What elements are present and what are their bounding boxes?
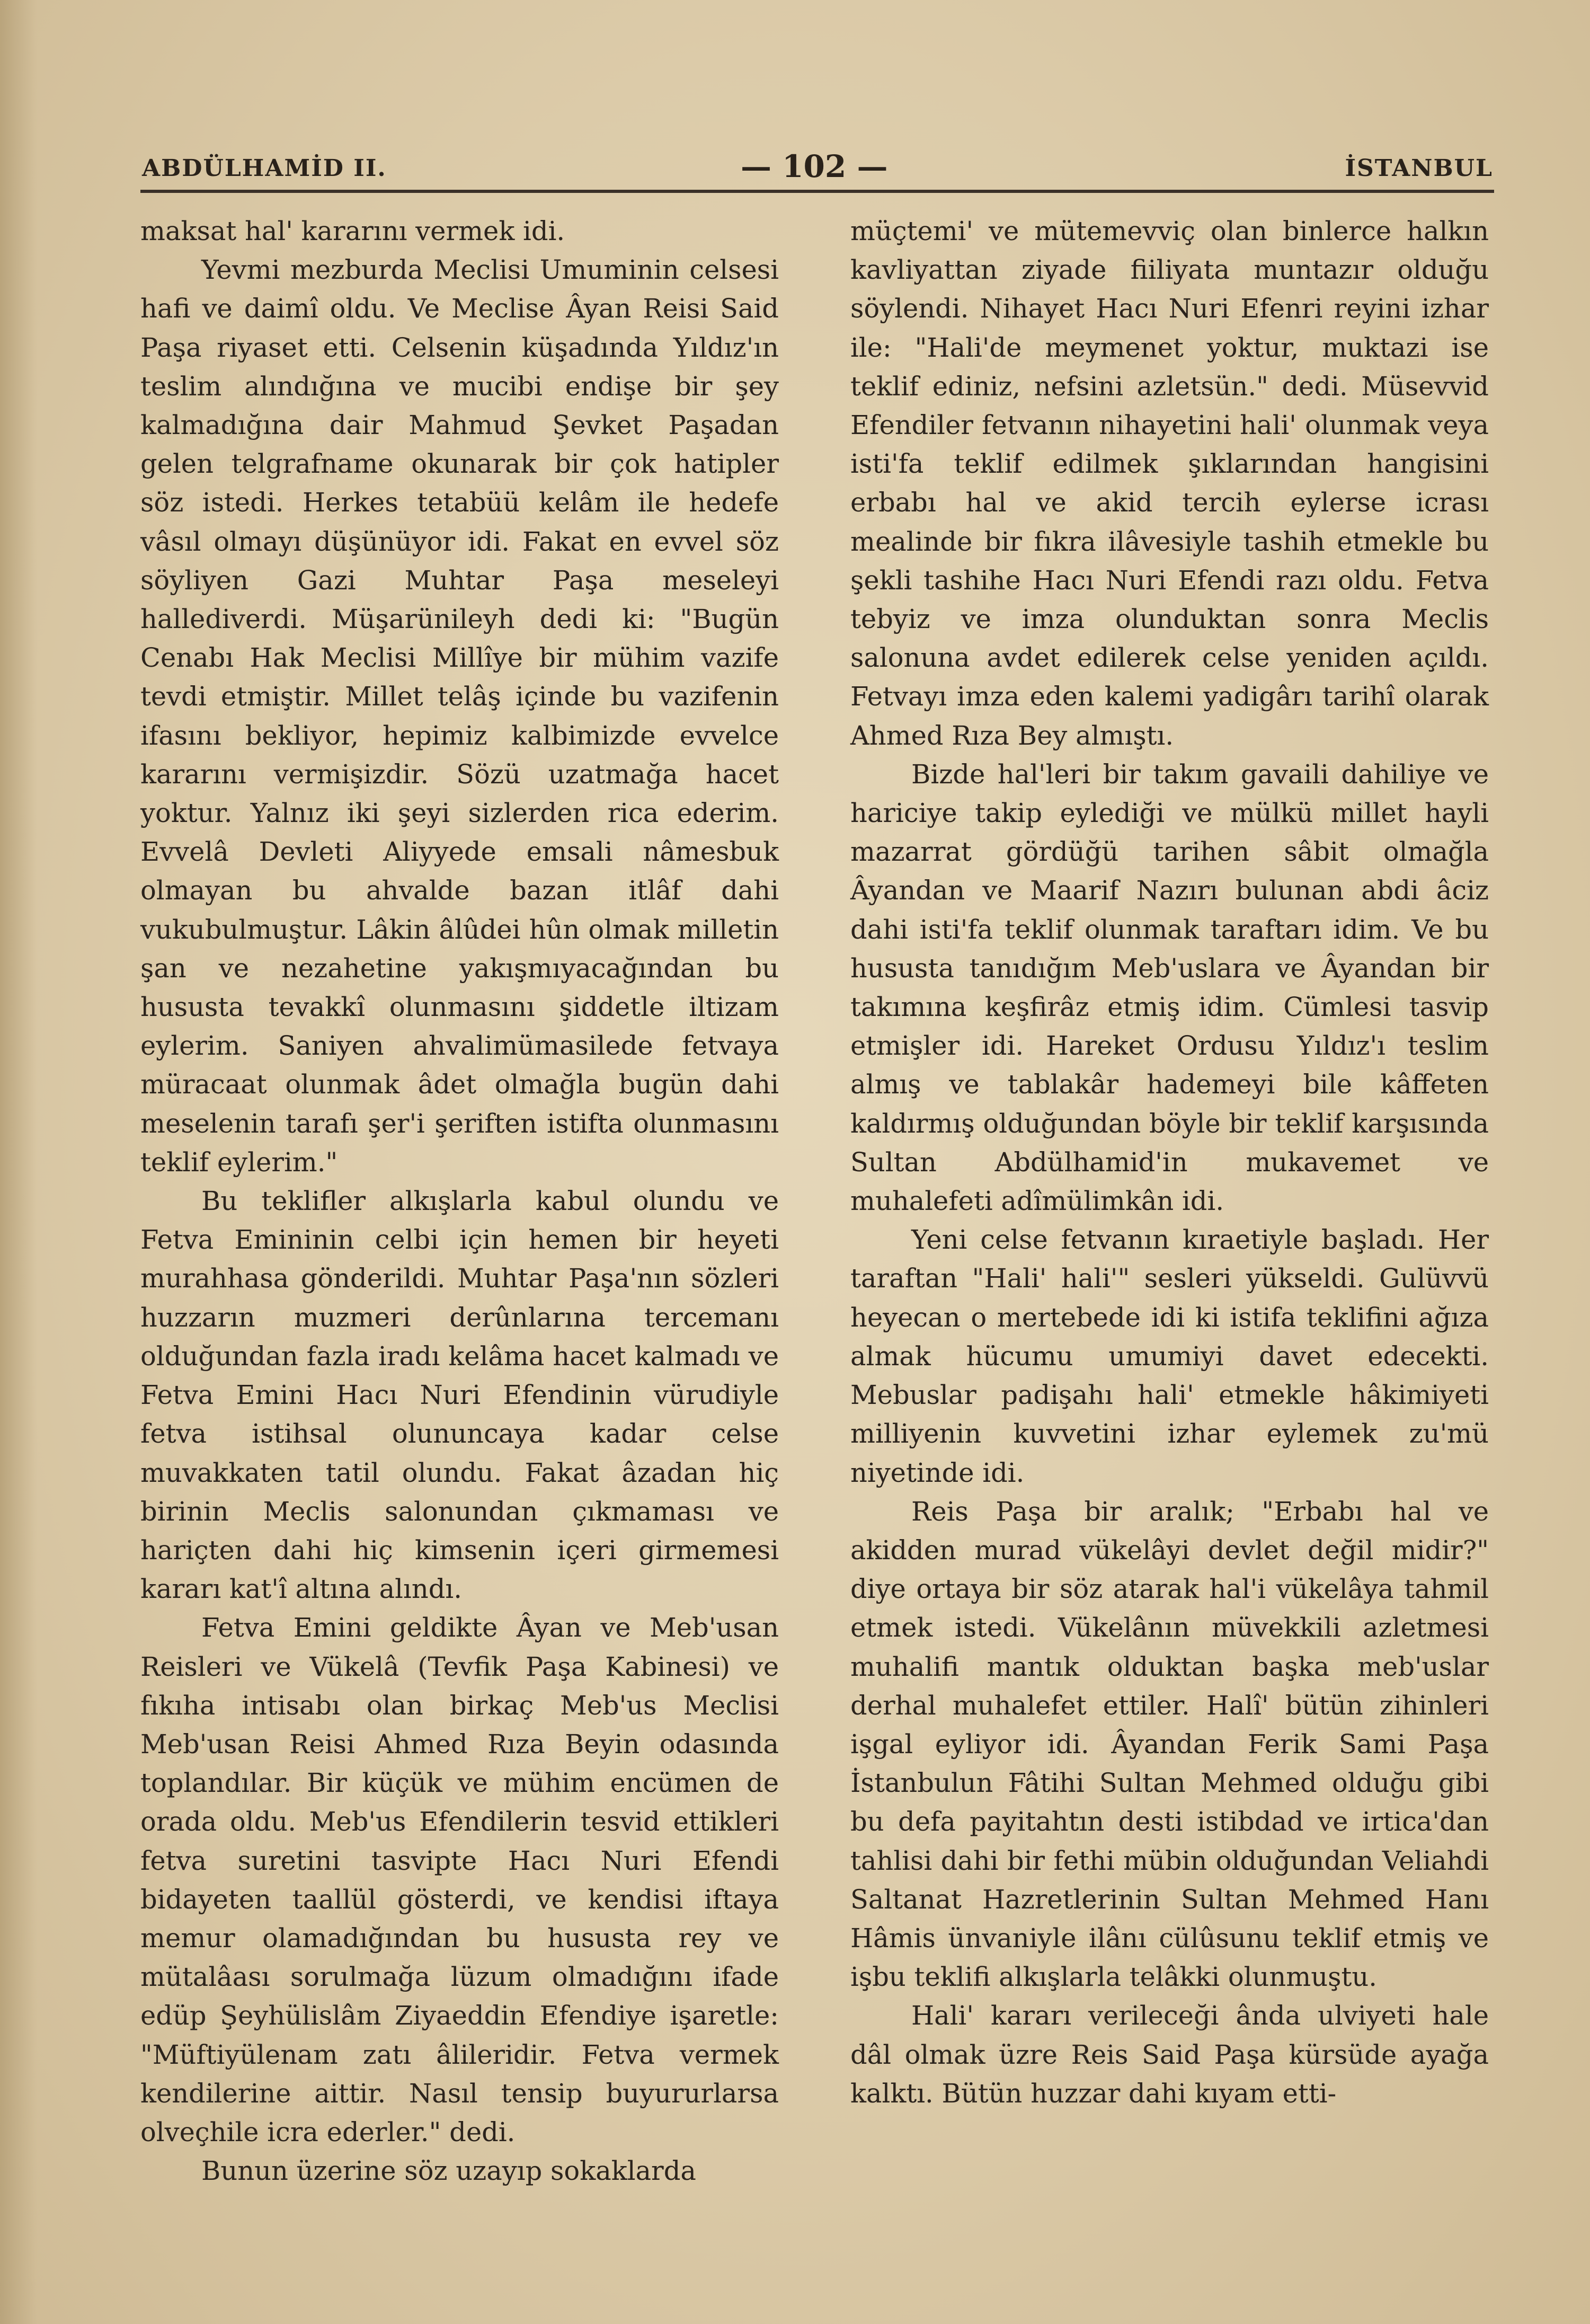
paragraph: Bu teklifler alkışlarla kabul olundu ve Fetva Emininin celbi için hemen bir heyeti murahhasa gönderildi. Muhtar Paşa'nın sözleri huzzarın muzmeri derûnlarına tercemanı olduğundan fazla iradı kelâma hacet kalmadı ve Fetva Emini Hacı Nuri Efendinin vürudiyle fetva istihsal olununcaya kadar celse muvakkaten tatil olundu. Fakat âzadan hiç birinin Meclis salonundan çıkmaması ve hariçten dahi hiç kimsenin içeri girmemesi kararı kat'î altına alındı. [140, 1186, 779, 1605]
page-number: — 102 — [741, 148, 888, 184]
paragraph: maksat hal' kararını vermek idi. [140, 216, 565, 246]
paragraph: Yevmi mezburda Meclisi Umuminin celsesi hafi ve daimî oldu. Ve Meclise Âyan Reisi Said Paşa riyaset etti. Celsenin küşadında Yıldız'ın teslim alındığına ve mucibi endişe bir şey kalmadığına dair Mahmud Şevket Paşadan gelen telgrafname okunarak bir çok hatipler söz istedi. Herkes tetabüü kelâm ile hedefe vâsıl olmayı düşünüyor idi. Fakat en evvel söz söyliyen Gazi Muhtar Paşa meseleyi hallediverdi. Müşarünileyh dedi ki: "Bugün Cenabı Hak Meclisi Millîye bir mühim vazife tevdi etmiştir. Millet telâş içinde bu vazifenin ifasını bekliyor, hepimiz kalbimizde evvelce kararını vermişizdir. Sözü uzatmağa hacet yoktur. Yalnız iki şeyi sizlerden rica ederim. Evvelâ Devleti Aliyyede emsali nâmesbuk olmayan bu ahvalde bazan itlâf dahi vukubulmuştur. Lâkin âlûdei hûn olmak milletin şan ve nezahetine yakışmıyacağından bu hususta tevakkî olunmasını şiddetle iltizam eylerim. Saniyen ahvalimümasilede fetvaya müracaat olunmak âdet olmağla bugün dahi meselenin tarafı şer'i şeriften istifta olunmasını teklif eylerim." [140, 254, 779, 1178]
paragraph: Bunun üzerine söz uzayıp sokaklarda [201, 2155, 696, 2187]
right-column [850, 212, 1489, 2113]
header-book-title: ABDÜLHAMİD II. [142, 155, 387, 182]
header-section-title: İSTANBUL [1345, 155, 1493, 182]
running-header [142, 148, 1493, 196]
paragraph: Bizde hal'leri bir takım gavaili dahiliye ve hariciye takip eylediği ve mülkü millet hayli mazarrat gördüğü tarihen sâbit olmağla Âyandan ve Maarif Nazırı bulunan abdi âciz dahi isti'fa teklif olunmak taraftarı idim. Ve bu hususta tanıdığım Meb'uslara ve Âyandan bir takımına keşfirâz etmiş idim. Cümlesi tasvip etmişler idi. Hareket Ordusu Yıldız'ı teslim almış ve tablakâr hademeyi bile kâffeten kaldırmış olduğundan böyle bir teklif karşısında Sultan Abdülhamid'in mukavemet ve muhalefeti adîmülimkân idi. [850, 758, 1489, 1217]
left-column [140, 212, 779, 2190]
paragraph: Hali' kararı verileceği ânda ulviyeti hale dâl olmak üzre Reis Said Paşa kürsüde ayağa kalktı. Bütün huzzar dahi kıyam etti- [850, 2000, 1489, 2109]
header-rule [140, 190, 1494, 193]
paragraph: Yeni celse fetvanın kıraetiyle başladı. Her taraftan "Hali' hali'" sesleri yükseldi. Gulüvvü heyecan o mertebede idi ki istifa teklifini ağıza almak hücumu umumiyi davet edecekti. Mebuslar padişahı hali' etmekle hâkimiyeti milliyenin kuvvetini izhar eylemek zu'mü niyetinde idi. [850, 1224, 1489, 1488]
paragraph: müçtemi' ve mütemevviç olan binlerce halkın kavliyattan ziyade fiiliyata muntazır olduğu söylendi. Nihayet Hacı Nuri Efenri reyini izhar ile: "Hali'de meymenet yoktur, muktazi ise teklif ediniz, nefsini azletsün." dedi. Müsevvid Efendiler fetvanın nihayetini hali' olunmak veya isti'fa teklif edilmek şıklarından hangisini erbabı hal ve akid tercih eylerse icrası mealinde bir fıkra ilâvesiyle tashih etmekle bu şekli tashihe Hacı Nuri Efendi razı oldu. Fetva tebyiz ve imza olunduktan sonra Meclis salonuna avdet edilerek celse yeniden açıldı. Fetvayı imza eden kalemi yadigârı tarihî olarak Ahmed Rıza Bey almıştı. [850, 216, 1489, 751]
paragraph: Reis Paşa bir aralık; "Erbabı hal ve akidden murad vükelâyi devlet değil midir?" diye ortaya bir söz atarak hal'i vükelâya tahmil etmek istedi. Vükelânın müvekkili azletmesi muhalifi mantık olduktan başka meb'uslar derhal muhalefet ettiler. Halî' bütün zihinleri işgal eyliyor idi. Âyandan Ferik Sami Paşa İstanbulun Fâtihi Sultan Mehmed olduğu gibi bu defa payitahtın desti istibdad ve irtica'dan tahlisi dahi bir fethi mübin olduğundan Veliahdi Saltanat Hazretlerinin Sultan Mehmed Hanı Hâmis ünvaniyle ilânı cülûsunu teklif etmiş ve işbu teklifi alkışlarla telâkki olunmuştu. [850, 1496, 1489, 1993]
paragraph: Fetva Emini geldikte Âyan ve Meb'usan Reisleri ve Vükelâ (Tevfik Paşa Kabinesi) ve fıkıha intisabı olan birkaç Meb'us Meclisi Meb'usan Reisi Ahmed Rıza Beyin odasında toplandılar. Bir küçük ve mühim encümen de orada oldu. Meb'us Efendilerin tesvid ettikleri fetva suretini tasvipte Hacı Nuri Efendi bidayeten taallül gösterdi, ve kendisi iftaya memur olamadığından bu hususta rey ve mütalâası sorulmağa lüzum olmadığını ifade edüp Şeyhülislâm Ziyaeddin Efendiye işaretle: "Müftiyülenam zatı âlileridir. Fetva vermek kendilerine aittir. Nasıl tensip buyururlarsa olveçhile icra ederler." dedi. [140, 1612, 779, 2148]
